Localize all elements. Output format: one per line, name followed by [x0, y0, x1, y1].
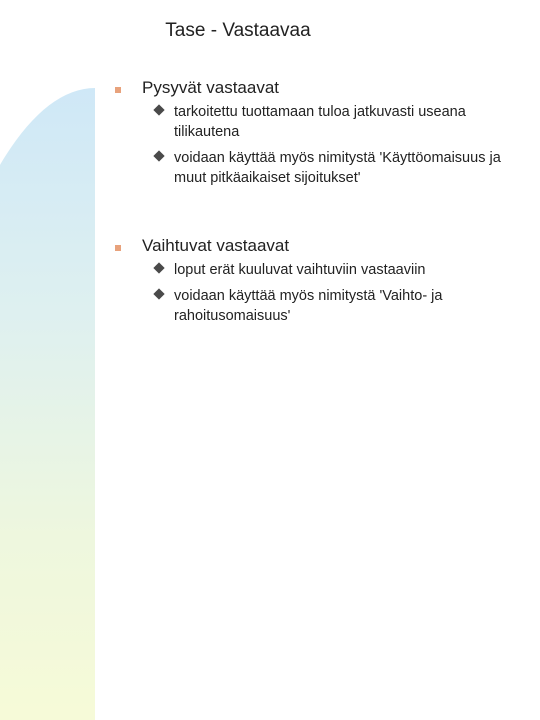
list-item-text: tarkoitettu tuottamaan tuloa jatkuvasti useana tilikautena — [174, 104, 466, 140]
section-heading: Vaihtuvat vastaavat — [142, 236, 290, 255]
diamond-bullet-icon — [153, 262, 164, 273]
sub-bullet-list — [0, 102, 540, 188]
section-heading-row — [0, 236, 540, 260]
list-item — [0, 286, 540, 326]
diamond-bullet-icon — [153, 150, 164, 161]
list-item — [0, 260, 540, 280]
list-item-text: loput erät kuuluvat vaihtuviin vastaaviin — [174, 262, 426, 278]
list-item-text: voidaan käyttää myös nimitystä 'Käyttöomaisuus ja muut pitkäaikaiset sijoitukset' — [174, 150, 501, 186]
square-bullet-icon — [115, 245, 121, 251]
sub-bullet-list — [0, 260, 540, 326]
square-bullet-icon — [115, 87, 121, 93]
section-heading-row — [0, 78, 540, 102]
list-item — [0, 102, 540, 142]
diamond-bullet-icon — [153, 104, 164, 115]
section-current-assets — [0, 236, 540, 332]
diamond-bullet-icon — [153, 288, 164, 299]
list-item-text: voidaan käyttää myös nimitystä 'Vaihto- ja rahoitusomaisuus' — [174, 288, 443, 324]
slide-title: Tase - Vastaavaa — [165, 20, 311, 41]
list-item — [0, 148, 540, 188]
section-heading: Pysyvät vastaavat — [142, 78, 280, 97]
section-fixed-assets — [0, 78, 540, 194]
